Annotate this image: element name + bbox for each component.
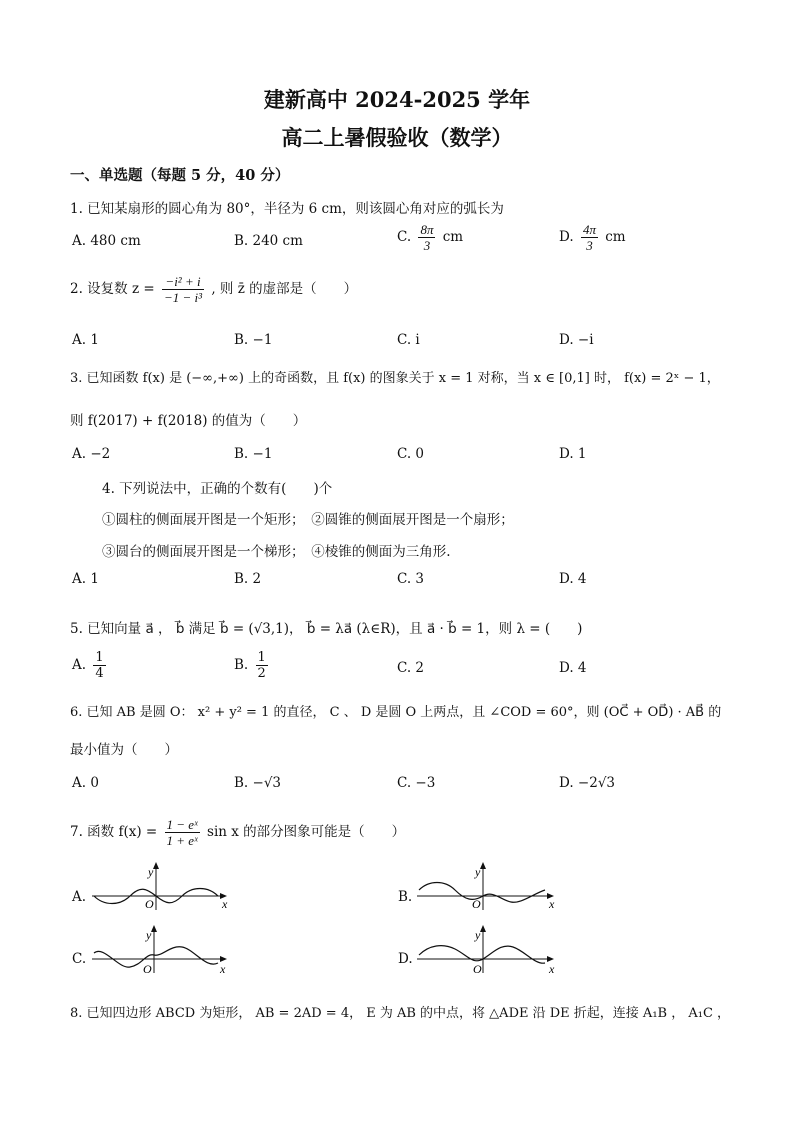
q5-option-b-denominator: 2 [257, 666, 266, 681]
q3-option-c: C. 0 [397, 446, 425, 462]
q1-option-c-numerator: 8π [420, 222, 434, 237]
q1-stem: 1. 已知某扇形的圆心角为 80°，半径为 6 cm，则该圆心角对应的弧长为 [70, 201, 504, 217]
q1-option-d-label: D. [559, 229, 574, 245]
q5-option-a [72, 650, 109, 681]
q3-option-b: B. −1 [234, 446, 273, 462]
q4-option-c: C. 3 [397, 571, 425, 587]
q1-option-d [559, 222, 626, 253]
q4-option-d: D. 4 [559, 571, 587, 587]
q4-stem: 4. 下列说法中，正确的个数有( )个 [102, 481, 333, 497]
q7-option-b-label: B. [398, 889, 413, 905]
q7-graph-d-origin: O [473, 962, 482, 975]
q5-option-b [234, 650, 271, 681]
q6-option-a: A. 0 [72, 775, 99, 791]
q7-option-d-label: D. [398, 951, 413, 967]
q4-statements-1: ①圆柱的侧面展开图是一个矩形； ②圆锥的侧面展开图是一个扇形； [102, 512, 514, 528]
q2-denominator: −1 − i³ [163, 290, 203, 305]
q8-stem: 8. 已知四边形 ABCD 为矩形， AB = 2AD = 4， E 为 AB 的中点，将 △ADE 沿 DE 折起，连接 A₁B ， A₁C ， [70, 1006, 731, 1021]
q6-stem-line1: 6. 已知 AB 是圆 O： x² + y² = 1 的直径， C 、 D 是圆 O 上两点，且 ∠COD = 60°，则 (OC⃗ + OD⃗) · AB⃗ 的 [70, 705, 722, 720]
exam-title: 建新高中 2024-2025 学年 [263, 87, 531, 112]
q7-graph-c-x-label: x [220, 962, 226, 975]
q7-stem-post: sin x 的部分图象可能是（ ） [207, 824, 406, 840]
q5-option-c: C. 2 [397, 660, 425, 676]
q5-option-a-label: A. [72, 657, 87, 673]
q5-option-a-denominator: 4 [95, 666, 104, 681]
q1-option-c [397, 222, 463, 253]
q5-option-b-numerator: 1 [257, 650, 266, 665]
q7-stem [70, 817, 405, 848]
q7-graph-b [415, 860, 560, 912]
q2-option-d: D. −i [559, 332, 594, 348]
q7-option-a-label: A. [72, 889, 87, 905]
q1-option-d-fraction [581, 222, 598, 253]
q2-numerator: −i² + i [162, 274, 204, 290]
q7-graph-a-x-label: x [222, 897, 228, 911]
q2-option-c: C. i [397, 332, 420, 348]
q2-option-b: B. −1 [234, 332, 273, 348]
q3-option-d: D. 1 [559, 446, 587, 462]
exam-subtitle: 高二上暑假验收（数学） [281, 125, 513, 150]
q6-option-d: D. −2√3 [559, 775, 616, 791]
q1-option-b: B. 240 cm [234, 233, 303, 249]
q1-option-c-unit: cm [442, 229, 464, 245]
q7-graph-c-y-label: y [146, 928, 152, 942]
q7-graph-c-y-arrow [151, 925, 157, 932]
q1-option-d-unit: cm [605, 229, 626, 245]
q2-stem [70, 274, 357, 305]
q7-fraction [165, 817, 200, 848]
q5-option-b-label: B. [234, 657, 249, 673]
q7-denominator: 1 + eˣ [166, 833, 198, 848]
q5-option-d: D. 4 [559, 660, 587, 676]
q7-graph-b-y-label: y [475, 865, 481, 879]
q7-numerator: 1 − eˣ [166, 817, 198, 832]
q7-graph-d-y-arrow [480, 925, 486, 932]
q2-fraction [162, 274, 204, 305]
q7-graph-a-origin: O [145, 897, 154, 911]
q4-option-a: A. 1 [72, 571, 99, 587]
q3-stem-line1: 3. 已知函数 f(x) 是 (−∞,+∞) 上的奇函数，且 f(x) 的图象关于 x = 1 对称，当 x ∈ [0,1] 时， f(x) = 2ˣ − 1， [70, 371, 720, 386]
q7-graph-d-curve [419, 946, 545, 964]
q7-graph-c-curve [94, 947, 218, 967]
q1-option-c-denominator: 3 [423, 238, 431, 253]
q7-graph-d-y-label: y [475, 928, 481, 942]
q1-option-a: A. 480 cm [72, 233, 141, 249]
q1-option-d-denominator: 3 [586, 238, 593, 253]
q1-option-c-fraction [418, 222, 435, 253]
q5-option-a-fraction [93, 650, 105, 681]
q7-graph-c [90, 923, 230, 975]
q7-graph-a-y-label: y [148, 865, 154, 879]
q6-option-c: C. −3 [397, 775, 436, 791]
q1-option-d-numerator: 4π [582, 222, 596, 237]
q7-graph-b-y-arrow [480, 862, 486, 869]
section-heading: 一、单选题（每题 5 分，40 分） [70, 167, 290, 184]
q1-option-c-label: C. [397, 229, 412, 245]
q6-stem-line2: 最小值为（ ） [70, 742, 178, 758]
q4-option-b: B. 2 [234, 571, 262, 587]
q7-stem-pre: 7. 函数 f(x) = [70, 824, 158, 840]
q7-graph-d [415, 923, 560, 975]
q7-graph-b-x-label: x [549, 897, 555, 911]
q5-option-b-fraction [256, 650, 268, 681]
q7-option-c-label: C. [72, 951, 87, 967]
q3-option-a: A. −2 [72, 446, 111, 462]
q7-graph-a [90, 860, 230, 912]
q2-stem-post: , 则 z̄ 的虚部是（ ） [211, 281, 358, 297]
q5-stem: 5. 已知向量 a⃗ ， b⃗ 满足 b⃗ = (√3,1)， b⃗ = λa⃗ (λ∈R)，且 a⃗ · b⃗ = 1，则 λ = ( ) [70, 621, 583, 637]
q7-graph-b-curve [419, 883, 545, 903]
q2-option-a: A. 1 [72, 332, 99, 348]
q7-graph-d-x-label: x [549, 962, 555, 975]
q7-graph-a-y-arrow [153, 862, 159, 869]
q4-statements-2: ③圆台的侧面展开图是一个梯形； ④棱锥的侧面为三角形. [102, 544, 451, 560]
q2-stem-pre: 2. 设复数 z = [70, 281, 155, 297]
q7-graph-b-origin: O [472, 897, 481, 911]
q7-graph-c-origin: O [143, 962, 152, 975]
q5-option-a-numerator: 1 [95, 650, 104, 665]
q6-option-b: B. −√3 [234, 775, 282, 791]
q3-stem-line2: 则 f(2017) + f(2018) 的值为（ ） [70, 413, 307, 429]
